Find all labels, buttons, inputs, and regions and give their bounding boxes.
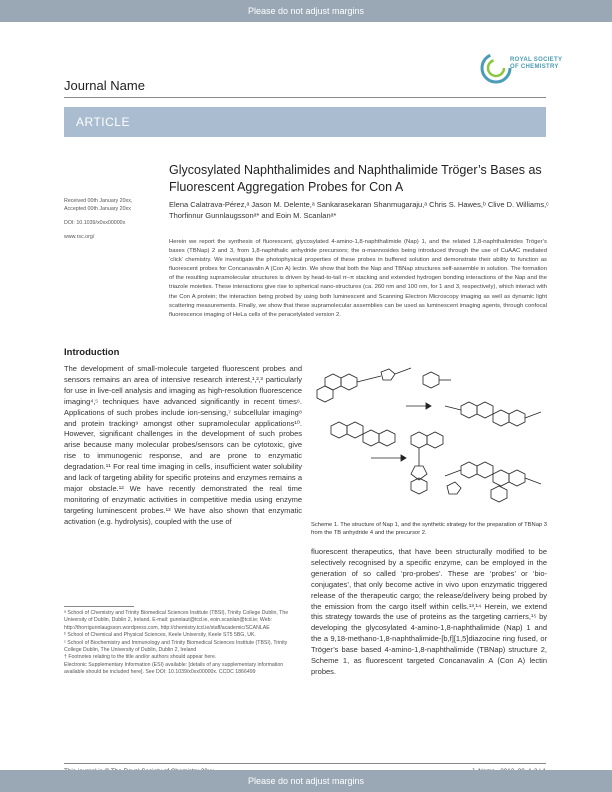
article-banner-label: ARTICLE	[76, 115, 130, 129]
doi: DOI: 10.1039/x0xx00000x	[64, 220, 126, 226]
footnote-b: ᵇ School of Chemical and Physical Sciences, Keele University, Keele ST5 5BG, UK.	[64, 632, 256, 639]
journal-name: Journal Name	[64, 78, 145, 93]
logo-line2: OF CHEMISTRY	[510, 64, 559, 70]
footnote-a: ᵃ School of Chemistry and Trinity Biomedical Sciences Institute (TBSI), Trinity College Dublin, The University of Dublin, Dublin 2, Ireland. E-mail: gunnlaut@tcd.ie, eoin.scanlan@tcd.ie; Web: http://thorrigunnlaugsson.wordpress.com, http://chemistry.tcd.ie/staff/academic/SCANLAE	[64, 610, 289, 631]
article-banner	[64, 107, 546, 137]
scheme-1-structures-figure	[311, 366, 547, 516]
received-date: Received 00th January 20xx,	[64, 198, 133, 204]
body-column-right: fluorescent therapeutics, that have been structurally modified to be selectively recognised by a specific enzyme, can be employed in the generation of so called ‘pro-probes’. These are ‘probes’ or ‘bio-conjugates’, that only become active in vivo upon enzymatic triggered release of the therapeutic cargo; the release/delivery being probed by the emission from the cargo itself within cells.¹³‚¹⁴ Herein, we extend this strategy towards the use of proteins as the targeting carriers,¹⁵ by developing the glycosylated 4-amino-1,8-naphthalimide (Nap) 1 and the a 9,18-methano-1,8-naphthalimide-[b,f][1,5]diazocine ring fused, or Tröger’s base based 4-amino-1,8-naphthalimide (TBNap) structure 2, Scheme 1, as fluorescent targeted Concanavalin A (Con A) lectin probes.	[311, 547, 547, 676]
journal-url[interactable]: www.rsc.org/	[64, 234, 95, 240]
accepted-date: Accepted 00th January 20xx	[64, 206, 131, 212]
footnotes	[64, 610, 302, 677]
article-meta	[64, 197, 159, 241]
author-list: Elena Calatrava-Pérez,ᵃ Jason M. Delente,ᵃ Sankarasekaran Shanmugaraju,ᵃ Chris S. Hawes,ᵇ Clive D. Williams,ᶜ Thorfinnur Gunnlaugssonᵃ* and Eoin M. Scanlanᵃ*	[169, 200, 549, 220]
header-rule	[64, 97, 546, 98]
footnote-rule	[64, 606, 134, 607]
top-margin-bar: Please do not adjust margins	[0, 0, 612, 22]
body-column-left: The development of small-molecule targeted fluorescent probes and sensors remains an area of intensive research interest,¹‚²‚³ particularly for use in live-cell analysis and imaging as high-resolution fluorescence imaging⁴‚⁵ techniques have advanced significantly in recent times⁶. Applications of such probes include ion-sensing,⁷ subcellular imaging⁸ and protein tracking⁹ amongst other supramolecular applications¹⁰. However, significant challenges in the development of such probes arise because many molecular probes/sensors can be cytotoxic, give rise to immunogenic response, and are prone to enzymatic degradation.¹¹ For real time imaging in cells, insufficient water solubility and lack of targeting ability for specific proteins and enzymes remains a major obstacle.¹² We have recently demonstrated the real time monitoring of enzymatic activities in competitive media using enzyme targeting luminescent probes.¹³ We have also shown that enzymatic activation (e.g. hydrolysis), coupled with the use of	[64, 364, 302, 526]
footnote-dagger: † Footnotes relating to the title and/or authors should appear here.	[64, 654, 217, 661]
article-title: Glycosylated Naphthalimides and Naphthalimide Tröger’s Bases as Fluorescent Aggregation Probes for Con A	[169, 163, 542, 194]
abstract: Herein we report the synthesis of fluorescent, glycosylated 4-amino-1,8-naphthalimide (Nap) 1, and the related 1,8-naphthalimides Tröger’s bases (TBNap) 2 and 3, from 1,8-naphthalic anhydride precursors; the α-mannosides being introduced through the use of CuAAC mediated ‘click’ chemistry. We investigate the photophysical properties of these probes in buffered solution and demonstrate their ability to function as fluorescent probes for Concanavalin A (Con A) lectin. We show that both the Nap and TBNap structures self-assemble in solution. The formation of the resulting supramolecular structures is driven by head-to-tail π–π stacking and extended hydrogen bonding interactions of the Nap and the triazole moieties. These interactions give rise to spherical nano-structures (ca. 260 nm and 100 nm, for 1 and 3, respectively), which interact with the Con A protein; the interaction being probed by using both luminescent and Scanning Electron Microscopy imaging as well as dynamic light scattering measurements. Finally, we show that these supramolecular assemblies can be used as luminescent imaging agents, through confocal fluorescence imaging of HeLa cells of the peracetylated version 2.	[169, 239, 547, 318]
section-heading-introduction: Introduction	[64, 347, 120, 358]
scheme-caption: Scheme 1. The structure of Nap 1, and the synthetic strategy for the preparation of TBNap 3 from the TB anhydride 4 and the precursor 2.	[311, 522, 547, 536]
bottom-margin-bar: Please do not adjust margins	[0, 770, 612, 792]
logo-line1: ROYAL SOCIETY	[510, 57, 563, 63]
rsc-logo-text	[510, 57, 562, 71]
footnote-c: ᶜ School of Biochemistry and Immunology and Trinity Biomedical Sciences Institute (TBSI), Trinity College Dublin, The University of Dublin, Dublin 2, Ireland	[64, 639, 288, 654]
footnote-esi: Electronic Supplementary Information (ESI) available: [details of any supplementary information available should be included here]. See DOI: 10.1039/x0xx00000x. CCDC 1866499	[64, 661, 284, 676]
